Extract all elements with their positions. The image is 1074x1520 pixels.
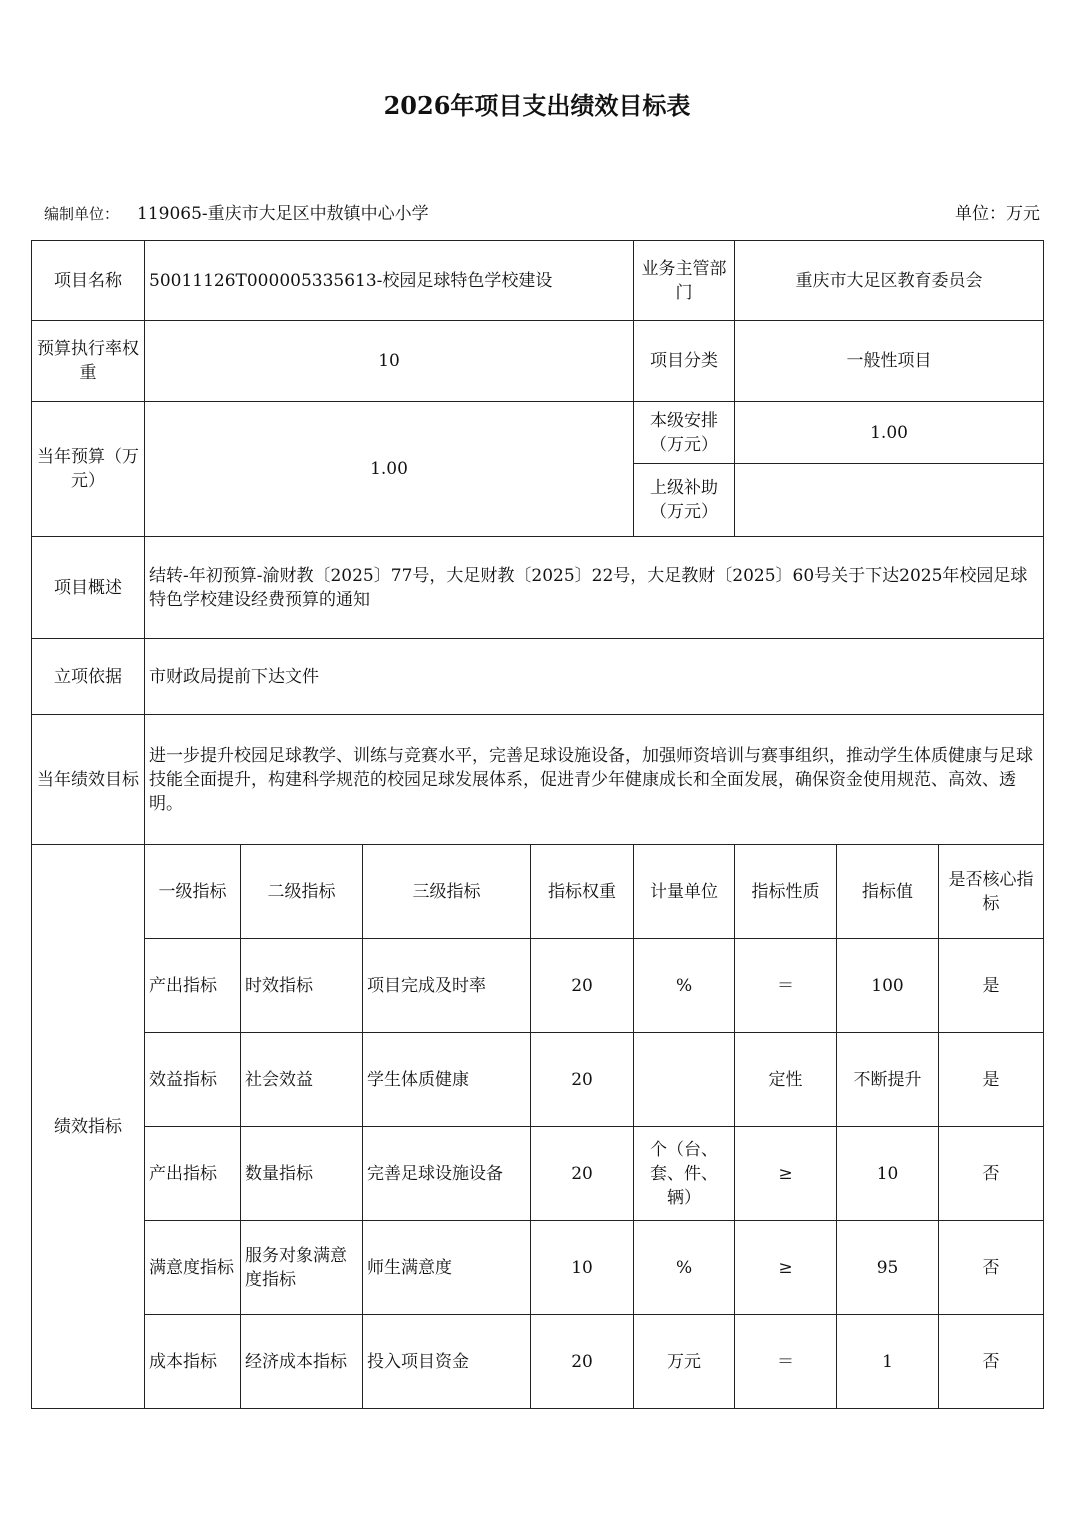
goal-label: 当年绩效目标 xyxy=(32,715,145,845)
column-header: 一级指标 xyxy=(145,845,241,939)
basis-label: 立项依据 xyxy=(32,639,145,715)
column-header: 二级指标 xyxy=(241,845,363,939)
local-label: 本级安排（万元） xyxy=(634,402,735,464)
indicator-value: 10 xyxy=(837,1127,939,1221)
dept-value: 重庆市大足区教育委员会 xyxy=(735,241,1044,321)
indicator-row xyxy=(32,1315,1044,1409)
indicator-level2: 经济成本指标 xyxy=(241,1315,363,1409)
basis-row xyxy=(32,639,1044,715)
basis-value: 市财政局提前下达文件 xyxy=(145,639,1044,715)
indicator-level1: 效益指标 xyxy=(145,1033,241,1127)
org-line xyxy=(44,199,429,224)
page-title: 2026年项目支出绩效目标表 xyxy=(383,91,691,120)
indicator-row xyxy=(32,1127,1044,1221)
indicator-nature: ＝ xyxy=(735,939,837,1033)
project-name-label: 项目名称 xyxy=(32,241,145,321)
indicator-unit: % xyxy=(634,939,735,1033)
indicator-core: 否 xyxy=(939,1315,1044,1409)
indicator-value: 95 xyxy=(837,1221,939,1315)
indicator-row xyxy=(32,1221,1044,1315)
indicator-core: 是 xyxy=(939,939,1044,1033)
indicator-unit: 个（台、套、件、辆） xyxy=(634,1127,735,1221)
indicator-nature: ≥ xyxy=(735,1127,837,1221)
category-value: 一般性项目 xyxy=(735,321,1044,402)
column-header: 计量单位 xyxy=(634,845,735,939)
column-header: 指标权重 xyxy=(531,845,634,939)
indicator-nature: ≥ xyxy=(735,1221,837,1315)
overview-label: 项目概述 xyxy=(32,537,145,639)
indicator-level3: 项目完成及时率 xyxy=(363,939,531,1033)
unit-text: 单位：万元 xyxy=(955,204,1040,224)
indicator-core: 否 xyxy=(939,1221,1044,1315)
indicator-level2: 社会效益 xyxy=(241,1033,363,1127)
performance-table xyxy=(31,240,1044,1409)
indicator-weight: 20 xyxy=(531,1127,634,1221)
indicator-level3: 投入项目资金 xyxy=(363,1315,531,1409)
indicator-level3: 师生满意度 xyxy=(363,1221,531,1315)
budget-label: 当年预算（万元） xyxy=(32,402,145,537)
exec-weight-row xyxy=(32,321,1044,402)
indicator-core: 否 xyxy=(939,1127,1044,1221)
indicator-unit: % xyxy=(634,1221,735,1315)
indicator-weight: 20 xyxy=(531,1033,634,1127)
indicator-core: 是 xyxy=(939,1033,1044,1127)
column-header: 是否核心指标 xyxy=(939,845,1044,939)
exec-weight-label: 预算执行率权重 xyxy=(32,321,145,402)
indicator-value: 1 xyxy=(837,1315,939,1409)
budget-value: 1.00 xyxy=(145,402,634,537)
indicator-level3: 完善足球设施设备 xyxy=(363,1127,531,1221)
project-name-value: 50011126T000005335613-校园足球特色学校建设 xyxy=(145,241,634,321)
project-name-row xyxy=(32,241,1044,321)
indicator-header-row xyxy=(32,845,1044,939)
column-header: 指标性质 xyxy=(735,845,837,939)
category-label: 项目分类 xyxy=(634,321,735,402)
indicator-level1: 满意度指标 xyxy=(145,1221,241,1315)
overview-row xyxy=(32,537,1044,639)
org-label: 编制单位： xyxy=(44,205,120,223)
indicator-value: 不断提升 xyxy=(837,1033,939,1127)
column-header: 指标值 xyxy=(837,845,939,939)
indicator-weight: 20 xyxy=(531,939,634,1033)
indicator-nature: ＝ xyxy=(735,1315,837,1409)
indicator-level1: 产出指标 xyxy=(145,1127,241,1221)
dept-label: 业务主管部门 xyxy=(634,241,735,321)
indicator-level2: 时效指标 xyxy=(241,939,363,1033)
indicator-weight: 10 xyxy=(531,1221,634,1315)
goal-value: 进一步提升校园足球教学、训练与竞赛水平，完善足球设施设备，加强师资培训与赛事组织，推动学生体质健康与足球技能全面提升，构建科学规范的校园足球发展体系，促进青少年健康成长和全面发展，确保资金使用规范、高效、透明。 xyxy=(145,715,1044,845)
indicator-weight: 20 xyxy=(531,1315,634,1409)
org-value: 119065-重庆市大足区中敖镇中心小学 xyxy=(137,204,429,224)
indicator-row xyxy=(32,1033,1044,1127)
overview-value: 结转-年初预算-渝财教〔2025〕77号，大足财教〔2025〕22号，大足教财〔2025〕60号关于下达2025年校园足球特色学校建设经费预算的通知 xyxy=(145,537,1044,639)
indicator-level1: 产出指标 xyxy=(145,939,241,1033)
indicator-level1: 成本指标 xyxy=(145,1315,241,1409)
indicator-level3: 学生体质健康 xyxy=(363,1033,531,1127)
goal-row xyxy=(32,715,1044,845)
exec-weight-value: 10 xyxy=(145,321,634,402)
column-header: 三级指标 xyxy=(363,845,531,939)
indicator-level2: 数量指标 xyxy=(241,1127,363,1221)
local-value: 1.00 xyxy=(735,402,1044,464)
indicator-row xyxy=(32,939,1044,1033)
indicator-section-label: 绩效指标 xyxy=(32,845,145,1409)
indicator-value: 100 xyxy=(837,939,939,1033)
indicator-unit xyxy=(634,1033,735,1127)
indicator-unit: 万元 xyxy=(634,1315,735,1409)
budget-row xyxy=(32,402,1044,464)
indicator-nature: 定性 xyxy=(735,1033,837,1127)
upper-label: 上级补助（万元） xyxy=(634,464,735,537)
upper-value xyxy=(735,464,1044,537)
indicator-level2: 服务对象满意度指标 xyxy=(241,1221,363,1315)
